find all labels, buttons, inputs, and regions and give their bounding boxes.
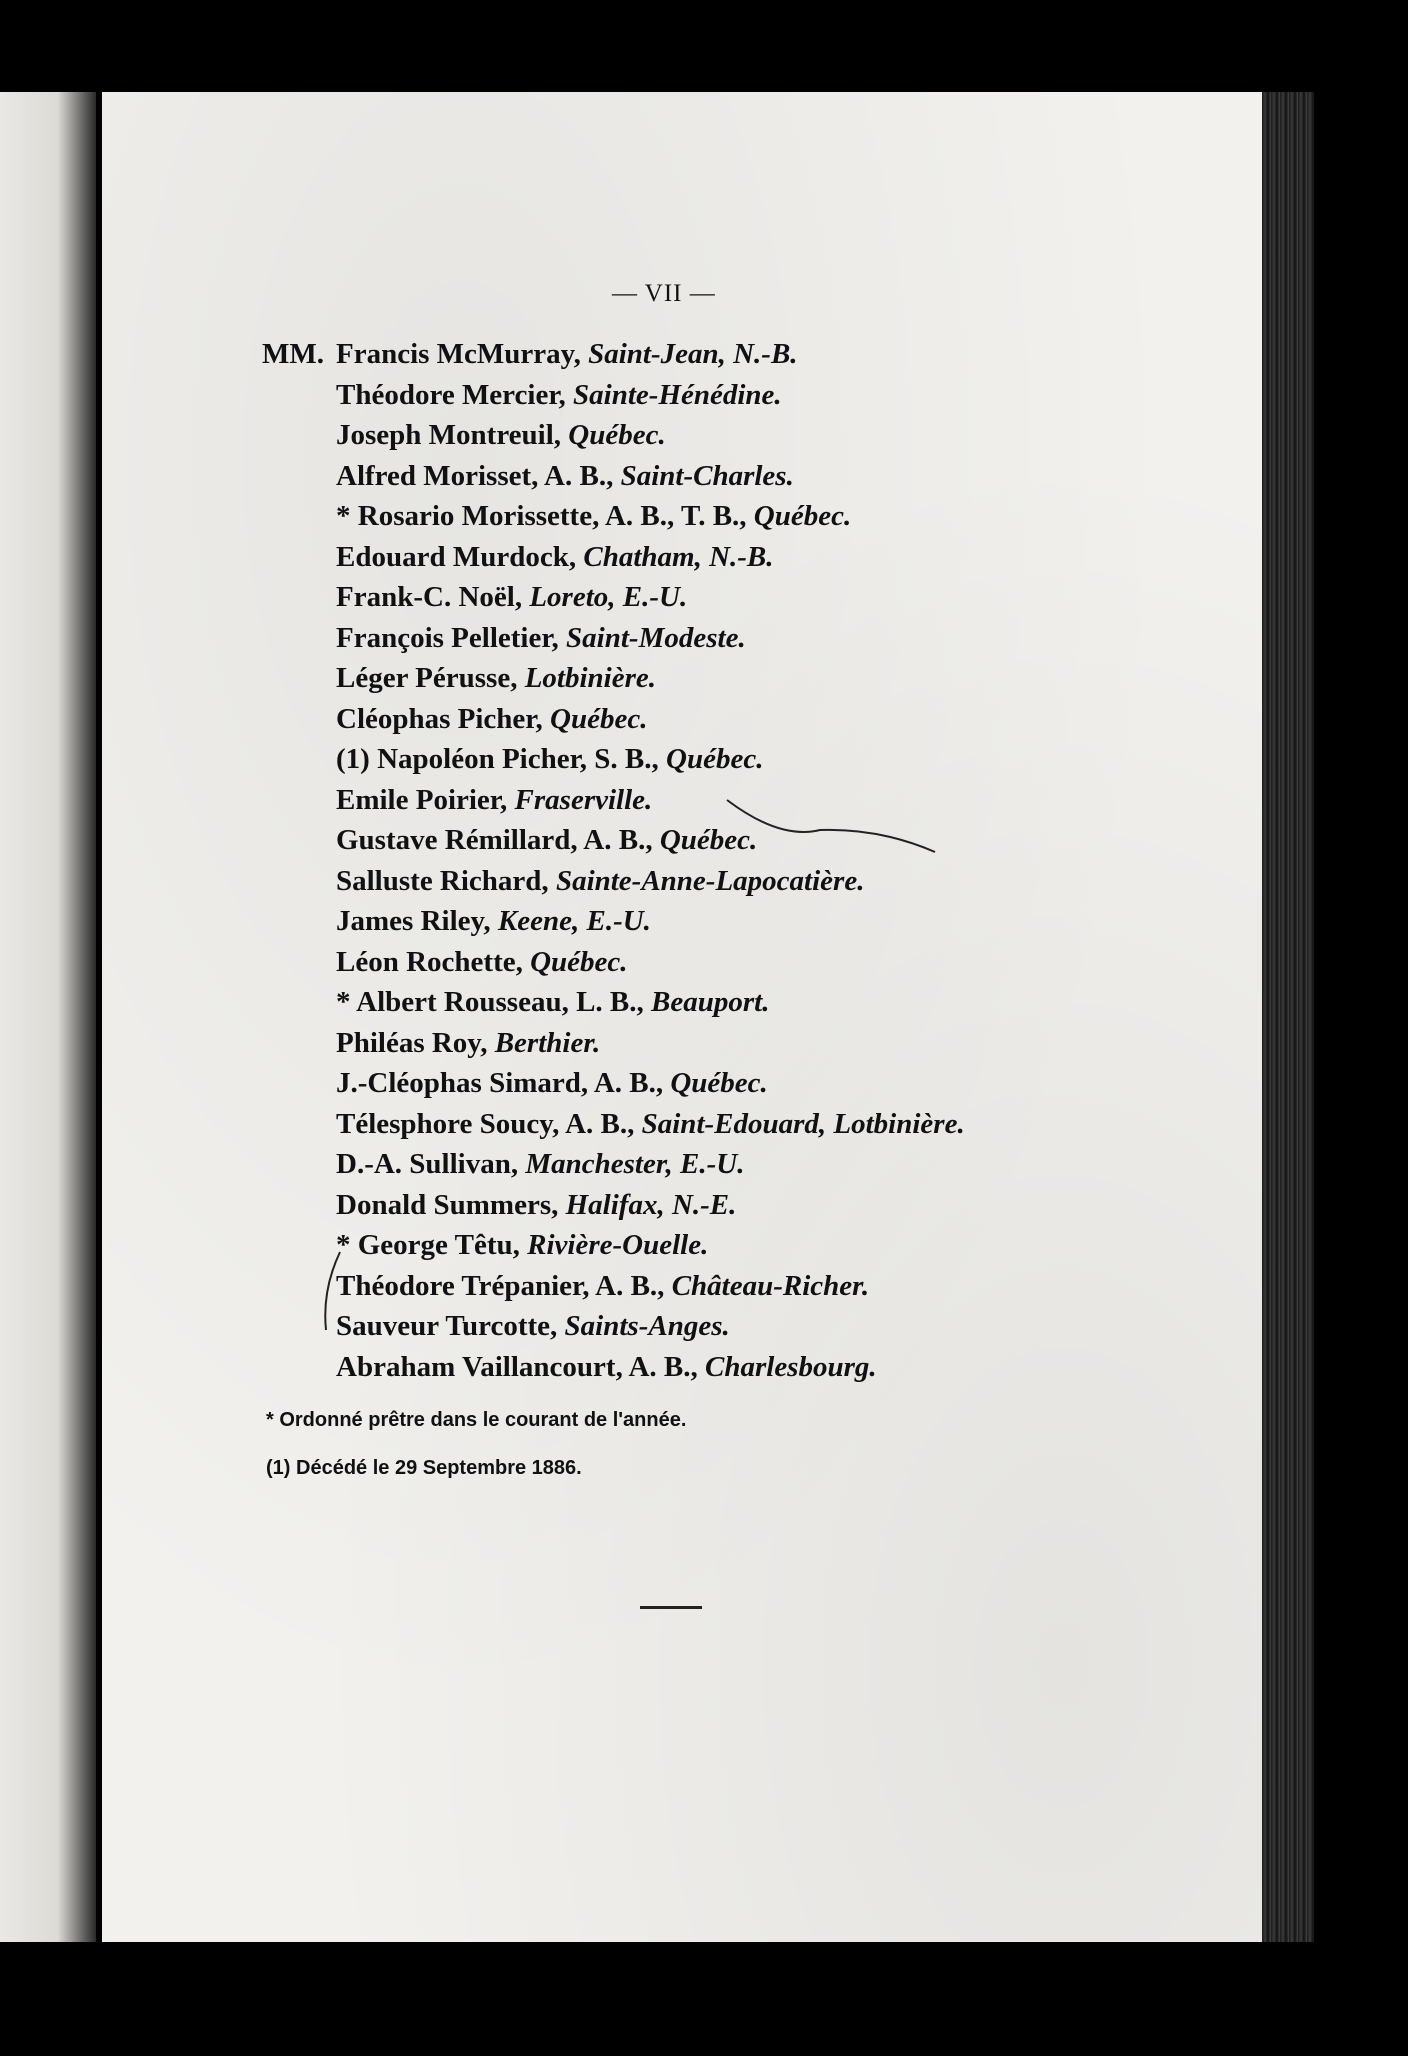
entry-name: François Pelletier, — [336, 621, 559, 654]
list-item — [262, 334, 965, 375]
entry-place: Sainte-Anne-Lapocatière. — [555, 864, 865, 897]
entry-place: Loreto, E.-U. — [529, 581, 688, 613]
entry-name: Télesphore Soucy, A. B., — [336, 1107, 635, 1140]
entry-place: Québec. — [666, 743, 764, 775]
list-item — [262, 1023, 965, 1064]
entry-name: Alfred Morisset, A. B., — [336, 459, 614, 492]
list-item — [262, 537, 965, 578]
list-item — [262, 820, 965, 861]
list-item — [262, 861, 965, 902]
entry-name: (1) Napoléon Picher, S. B., — [336, 743, 659, 775]
list-item — [262, 1185, 965, 1226]
entry-place: Saint-Modeste. — [566, 621, 746, 654]
entry-place: Lotbinière. — [524, 662, 657, 694]
entry-name: Joseph Montreuil, — [336, 419, 562, 451]
entry-place: Québec. — [568, 419, 666, 451]
entry-name: Gustave Rémillard, A. B., — [336, 824, 653, 856]
entry-name: Francis McMurray, — [336, 338, 581, 370]
entry-place: Sainte-Hénédine. — [573, 378, 782, 411]
list-item — [262, 1063, 965, 1104]
list-item — [262, 577, 965, 618]
entry-place: Québec. — [670, 1067, 768, 1099]
entry-name: D.-A. Sullivan, — [336, 1148, 519, 1180]
footnotes — [266, 1396, 686, 1492]
list-item — [262, 456, 965, 497]
list-item — [262, 375, 965, 416]
entry-prefix: MM. — [262, 338, 324, 370]
list-item — [262, 1104, 965, 1145]
entry-place: Fraserville. — [514, 783, 653, 816]
list-item — [262, 780, 965, 821]
entry-place: Saint-Charles. — [620, 459, 794, 492]
entry-name: Salluste Richard, — [336, 864, 549, 897]
entry-place: Berthier. — [494, 1026, 601, 1059]
entry-place: Saint-Edouard, Lotbinière. — [641, 1107, 965, 1140]
list-item — [262, 415, 965, 456]
entry-place: Château-Richer. — [671, 1269, 870, 1302]
list-item — [262, 1144, 965, 1185]
entry-name: Cléophas Picher, — [336, 702, 543, 735]
entry-name: Abraham Vaillancourt, A. B., — [336, 1350, 698, 1383]
entry-name: Philéas Roy, — [336, 1026, 488, 1059]
list-item — [262, 1266, 965, 1307]
entry-place: Saint-Jean, N.-B. — [588, 338, 798, 370]
footnote-ordained: * Ordonné prêtre dans le courant de l'année. — [266, 1409, 687, 1431]
footnote-deceased: (1) Décédé le 29 Septembre 1886. — [266, 1457, 582, 1479]
list-item — [262, 901, 965, 942]
entry-place: Beauport. — [651, 986, 770, 1018]
entry-name: Emile Poirier, — [336, 783, 508, 816]
entry-name: Théodore Mercier, — [336, 378, 566, 411]
page-number: — VII — — [612, 280, 716, 307]
entry-name: Donald Summers, — [336, 1188, 559, 1221]
entry-name: Léger Pérusse, — [336, 662, 518, 694]
entry-place: Québec. — [753, 500, 852, 532]
entry-place: Saints-Anges. — [564, 1310, 730, 1342]
entry-place: Halifax, N.-E. — [565, 1188, 737, 1221]
list-item — [262, 982, 965, 1023]
entry-place: Manchester, E.-U. — [525, 1148, 745, 1180]
list-item — [262, 618, 965, 659]
list-item — [262, 1306, 965, 1347]
entry-name: Edouard Murdock, — [336, 540, 577, 573]
name-list — [262, 334, 965, 1387]
entry-name: * Albert Rousseau, L. B., — [336, 986, 644, 1018]
list-item — [262, 496, 965, 537]
entry-place: Keene, E.-U. — [497, 905, 651, 937]
entry-name: Léon Rochette, — [336, 945, 523, 978]
entry-place: Québec. — [530, 945, 628, 978]
list-item — [262, 1347, 965, 1388]
entry-name: * Rosario Morissette, A. B., T. B., — [336, 500, 747, 532]
list-item — [262, 1225, 965, 1266]
list-item — [262, 658, 965, 699]
entry-place: Charlesbourg. — [705, 1350, 877, 1383]
closing-rule — [640, 1606, 702, 1609]
list-item — [262, 739, 965, 780]
list-item — [262, 699, 965, 740]
facing-page-edge — [0, 92, 96, 1942]
entry-name: Sauveur Turcotte, — [336, 1310, 558, 1342]
entry-name: J.-Cléophas Simard, A. B., — [336, 1067, 664, 1099]
book-binding — [1262, 92, 1314, 1942]
entry-place: Québec. — [659, 824, 758, 856]
entry-place: Chatham, N.-B. — [583, 540, 774, 573]
entry-name: Frank-C. Noël, — [336, 581, 523, 613]
list-item — [262, 942, 965, 983]
entry-place: Québec. — [550, 702, 648, 735]
entry-name: * George Têtu, — [336, 1229, 520, 1261]
entry-place: Rivière-Ouelle. — [527, 1229, 709, 1261]
entry-name: Théodore Trépanier, A. B., — [336, 1269, 665, 1302]
entry-name: James Riley, — [336, 905, 491, 937]
